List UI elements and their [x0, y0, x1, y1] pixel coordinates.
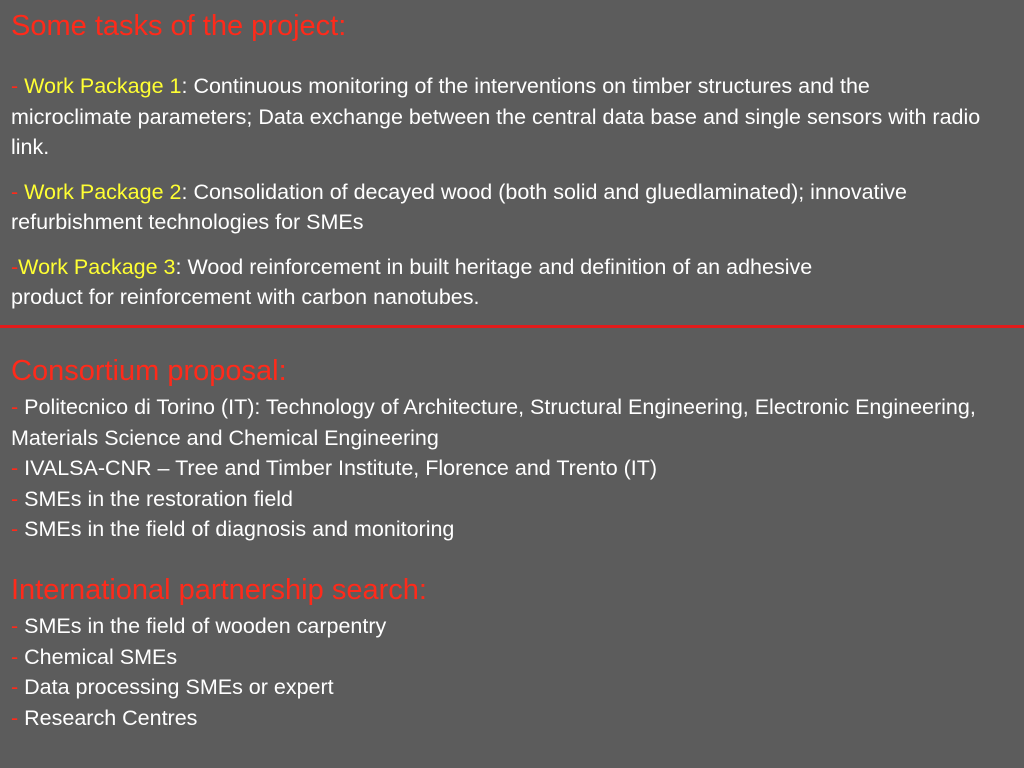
- consortium-heading: Consortium proposal:: [11, 355, 287, 387]
- list-item-text: Research Centres: [24, 705, 198, 730]
- work-package-1-text: : Continuous monitoring of the interventions on timber structures and the microclimate parameters; Data exchange between the central data base and single sensors with radio link.: [11, 74, 981, 159]
- partnership-section: [11, 574, 1011, 733]
- consortium-section: [11, 355, 1011, 545]
- list-item: [11, 611, 1011, 642]
- work-package-3-text: : Wood reinforcement in built heritage and definition of an adhesive product for reinforcement with carbon nanotubes.: [11, 254, 813, 309]
- bullet-dash: -: [11, 254, 19, 279]
- section-divider: [0, 325, 1024, 328]
- bullet-dash: -: [11, 705, 25, 730]
- bullet-dash: -: [11, 456, 25, 480]
- list-item-text: Data processing SMEs or expert: [24, 675, 334, 699]
- work-package-2-label: Work Package 2: [24, 179, 182, 204]
- work-package-3-label: Work Package 3: [18, 254, 176, 279]
- list-item: [11, 484, 1013, 515]
- list-item: [11, 672, 1011, 703]
- work-package-2-item: [11, 177, 976, 238]
- tasks-section: [11, 10, 1011, 313]
- tasks-heading: Some tasks of the project:: [11, 10, 347, 42]
- list-item: [11, 642, 1011, 673]
- bullet-dash: -: [11, 675, 25, 699]
- work-package-1-item: [11, 71, 996, 163]
- list-item-text: IVALSA-CNR – Tree and Timber Institute, Florence and Trento (IT): [24, 456, 658, 480]
- work-package-2-text: : Consolidation of decayed wood (both solid and gluedlaminated); innovative refurbishment technologies for SMEs: [11, 179, 907, 234]
- list-item: [11, 453, 1013, 484]
- list-item-text: Politecnico di Torino (IT): Technology of Architecture, Structural Engineering, Electronic Engineering, Materials Science and Chemical Engineering: [11, 395, 976, 450]
- list-item: [11, 703, 1011, 734]
- partnership-list: [11, 611, 1011, 733]
- bullet-dash: -: [11, 644, 25, 669]
- list-item: [11, 392, 1013, 453]
- partnership-heading: International partnership search:: [11, 574, 427, 606]
- bullet-dash: -: [11, 395, 25, 419]
- list-item-text: SMEs in the field of wooden carpentry: [24, 614, 387, 638]
- list-item-text: SMEs in the field of diagnosis and monitoring: [24, 517, 455, 541]
- work-package-1-label: Work Package 1: [24, 74, 182, 98]
- consortium-list: [11, 392, 1013, 545]
- bullet-dash: -: [11, 614, 25, 638]
- list-item: [11, 514, 1013, 545]
- work-package-3-item: [11, 252, 871, 313]
- bullet-dash: -: [11, 74, 25, 98]
- list-item-text: SMEs in the restoration field: [24, 486, 294, 511]
- bullet-dash: -: [11, 517, 25, 541]
- bullet-dash: -: [11, 179, 25, 204]
- list-item-text: Chemical SMEs: [24, 644, 178, 669]
- bullet-dash: -: [11, 486, 25, 511]
